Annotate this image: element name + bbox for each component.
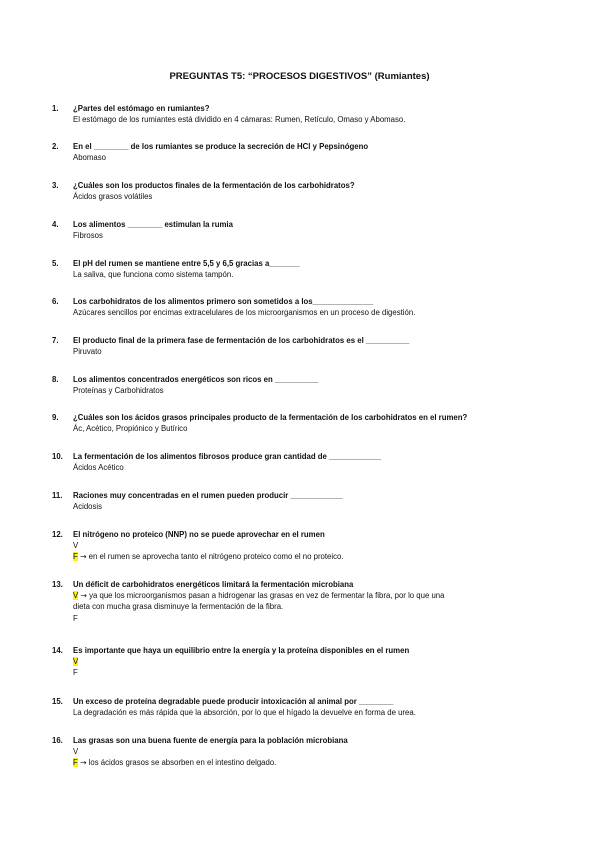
- option-v-note: ya que los microorganismos pasan a hidrogenar las grasas en vez de fermentar la fibra, por lo que una: [89, 591, 445, 601]
- question-text: El nitrógeno no proteico (NNP) no se puede aprovechar en el rumen: [73, 530, 325, 539]
- option-v: V: [73, 747, 79, 757]
- arrow-icon: →: [79, 758, 87, 768]
- question-text: Un exceso de proteína degradable puede producir intoxicación al animal por ________: [73, 697, 394, 706]
- option-f-line: [73, 551, 562, 562]
- question-text: Las grasas son una buena fuente de energía para la población microbiana: [73, 736, 348, 745]
- question-number: 9.: [52, 413, 59, 422]
- question-number: 3.: [52, 181, 59, 190]
- question-text: Los alimentos concentrados energéticos son ricos en __________: [73, 375, 319, 384]
- answer-text: La saliva, que funciona como sistema tampón.: [73, 270, 234, 280]
- page-title: PREGUNTAS T5: “PROCESOS DIGESTIVOS” (Rumiantes): [169, 71, 430, 82]
- question-number: 1.: [52, 104, 59, 113]
- answer-text: Piruvato: [73, 347, 102, 357]
- question-2: [52, 141, 562, 163]
- option-v-highlighted: V: [73, 657, 79, 667]
- question-number: 14.: [52, 646, 63, 655]
- question-number: 8.: [52, 375, 59, 384]
- answer-text: El estómago de los rumiantes está dividido en 4 cámaras: Rumen, Retículo, Omaso y Abomaso.: [73, 115, 406, 125]
- question-number: 10.: [52, 452, 63, 461]
- question-text: Los carbohidratos de los alimentos primero son sometidos a los______________: [73, 297, 374, 306]
- question-text: El producto final de la primera fase de fermentación de los carbohidratos es el __________: [73, 336, 410, 345]
- question-text: En el ________ de los rumiantes se produce la secreción de HCl y Pepsinógeno: [73, 142, 369, 151]
- question-number: 12.: [52, 530, 63, 539]
- answer-text: Ác, Acético, Propiónico y Butírico: [73, 424, 188, 434]
- option-f-line: [73, 757, 562, 768]
- answer-text: Azúcares sencillos por encimas extracelulares de los microorganismos en un proceso de digestión.: [73, 308, 416, 318]
- question-text: Un déficit de carbohidratos energéticos limitará la fermentación microbiana: [73, 580, 354, 589]
- question-13: [52, 579, 562, 624]
- question-6: [52, 296, 562, 318]
- answer-text: Acidosis: [73, 502, 103, 512]
- question-text: ¿Partes del estómago en rumiantes?: [73, 104, 210, 113]
- question-14: [52, 645, 562, 679]
- question-number: 2.: [52, 142, 59, 151]
- question-9: [52, 412, 562, 434]
- question-text: ¿Cuáles son los ácidos grasos principales producto de la fermentación de los carbohidratos en el rumen?: [73, 413, 468, 422]
- question-number: 6.: [52, 297, 59, 306]
- option-v-note-continued: dieta con mucha grasa disminuye la fermentación de la fibra.: [73, 602, 284, 612]
- question-8: [52, 374, 562, 396]
- question-number: 7.: [52, 336, 59, 345]
- question-number: 4.: [52, 220, 59, 229]
- arrow-icon: →: [80, 591, 87, 601]
- question-11: [52, 490, 562, 512]
- answer-text: La degradación es más rápida que la absorción, por lo que el hígado la devuelve en forma de urea.: [73, 708, 416, 718]
- answer-text: Abomaso: [73, 153, 106, 163]
- question-number: 11.: [52, 491, 63, 500]
- question-number: 16.: [52, 736, 63, 745]
- question-3: [52, 180, 562, 202]
- option-f-highlighted: F: [73, 758, 78, 768]
- question-7: [52, 335, 562, 357]
- question-text: La fermentación de los alimentos fibrosos produce gran cantidad de ____________: [73, 452, 382, 461]
- arrow-icon: →: [79, 552, 87, 562]
- question-text: El pH del rumen se mantiene entre 5,5 y 6,5 gracias a_______: [73, 259, 300, 268]
- question-4: [52, 219, 562, 241]
- option-f-note: en el rumen se aprovecha tanto el nitrógeno proteico como el no proteico.: [88, 552, 344, 562]
- answer-text: Fibrosos: [73, 231, 103, 241]
- question-text: Es importante que haya un equilibrio entre la energía y la proteína disponibles en el rumen: [73, 646, 410, 655]
- question-16: [52, 735, 562, 769]
- option-f-highlighted: F: [73, 552, 78, 562]
- question-15: [52, 696, 562, 718]
- question-1: [52, 103, 562, 125]
- question-number: 13.: [52, 580, 63, 589]
- question-10: [52, 451, 562, 473]
- option-f-note: los ácidos grasos se absorben en el intestino delgado.: [88, 758, 277, 768]
- option-v-line: [73, 656, 562, 667]
- option-v-highlighted: V: [73, 591, 79, 601]
- answer-text: Ácidos Acético: [73, 463, 124, 473]
- question-text: Raciones muy concentradas en el rumen pueden producir ____________: [73, 491, 343, 500]
- question-text: ¿Cuáles son los productos finales de la fermentación de los carbohidratos?: [73, 181, 355, 190]
- option-v-line: [73, 590, 562, 601]
- option-v: V: [73, 541, 79, 551]
- question-number: 5.: [52, 259, 59, 268]
- question-number: 15.: [52, 697, 63, 706]
- option-f: F: [73, 613, 78, 623]
- option-f: F: [73, 668, 78, 678]
- question-5: [52, 258, 562, 280]
- answer-text: Proteínas y Carbohidratos: [73, 386, 164, 396]
- question-text: Los alimentos ________ estimulan la rumia: [73, 220, 233, 229]
- answer-text: Ácidos grasos volátiles: [73, 192, 153, 202]
- question-12: [52, 529, 562, 563]
